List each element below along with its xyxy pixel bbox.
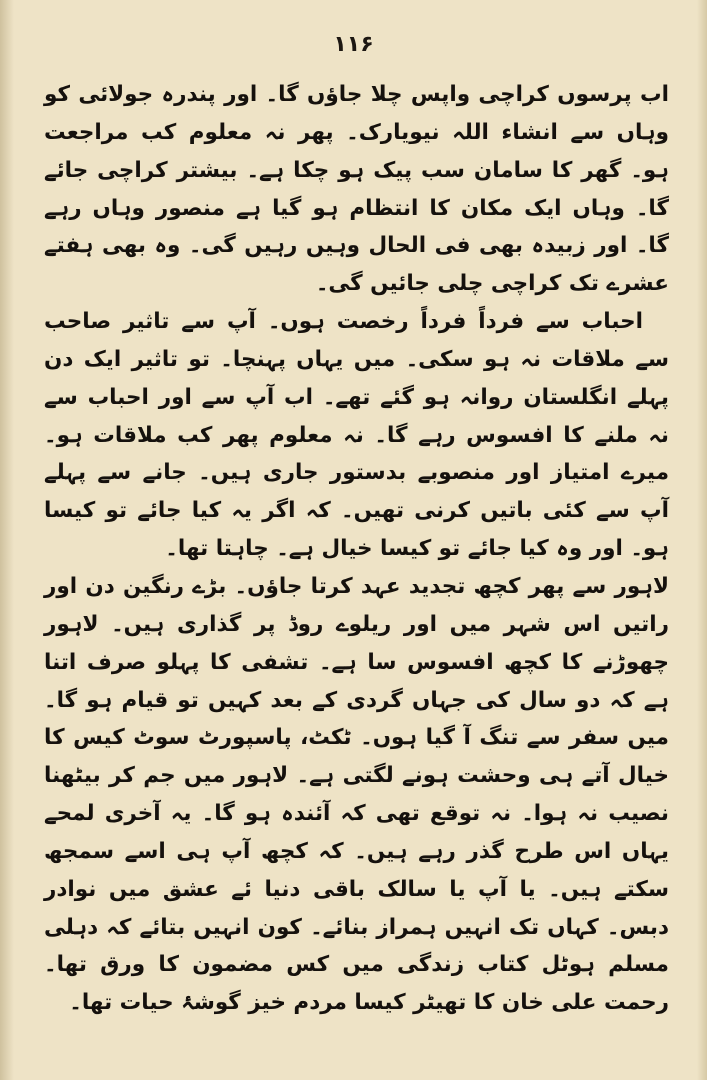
scan-shadow-left [0, 0, 14, 1080]
page-number: ۱۱۶ [333, 32, 374, 57]
paragraph-1: اب پرسوں کراچی واپس چلا جاؤں گا۔ اور پندرہ جولائی کو وہاں سے انشاء اللہ نیویارک۔ پھر نہ معلوم کب مراجعت ہو۔ گھر کا سامان سب پیک ہو چکا ہے۔ بیشتر کراچی جائے گا۔ وہاں ایک مکان کا انتظام ہو گیا ہے منصور وہاں رہے گا۔ اور زبیدہ بھی فی الحال وہیں رہیں گی۔ وہ بھی ہفتے عشرے تک کراچی چلی جائیں گی۔ [44, 82, 669, 297]
paragraph-2: احباب سے فرداً فرداً رخصت ہوں۔ آپ سے تاثیر صاحب سے ملاقات نہ ہو سکی۔ میں یہاں پہنچا۔ تو تاثیر ایک دن پہلے انگلستان روانہ ہو گئے تھے۔ اب آپ سے اور احباب سے نہ ملنے کا افسوس رہے گا۔ نہ معلوم پھر کب ملاقات ہو۔ میرے امتیاز اور منصوبے بدستور جاری ہیں۔ جانے سے پہلے آپ سے کئی باتیں کرنی تھیں۔ کہ اگر یہ کیا جائے تو کیسا ہو۔ اور وہ کیا جائے تو کیسا خیال ہے۔ چاہتا تھا۔ [44, 309, 669, 562]
scan-shadow-right [697, 0, 707, 1080]
paragraph-3: لاہور سے پھر کچھ تجدید عہد کرتا جاؤں۔ بڑے رنگین دن اور راتیں اس شہر میں اور ریلوے روڈ پر گذاری ہیں۔ لاہور چھوڑنے کا کچھ افسوس سا ہے۔ تشفی کا پہلو صرف اتنا ہے کہ دو سال کی جہاں گردی کے بعد کہیں تو قیام ہو گا۔ میں سفر سے تنگ آ گیا ہوں۔ ٹکٹ، پاسپورٹ سوٹ کیس کا خیال آتے ہی وحشت ہونے لگتی ہے۔ لاہور میں جم کر بیٹھنا نصیب نہ ہوا۔ نہ توقع تھی کہ آئندہ ہو گا۔ یہ آخری لمحے یہاں اس طرح گذر رہے ہیں۔ کہ کچھ آپ ہی اسے سمجھ سکتے ہیں۔ یا آپ یا سالک باقی دنیا ئے عشق میں نوادر دبس۔ کہاں تک انہیں ہمراز بنائے۔ کون انہیں بتائے کہ دہلی مسلم ہوٹل کتاب زندگی میں کس مضمون کا ورق تھا۔ رحمت علی خان کا تھیٹر کیسا مردم خیز گوشۂ حیات تھا۔ [44, 573, 669, 1016]
urdu-body-text [44, 76, 669, 1022]
